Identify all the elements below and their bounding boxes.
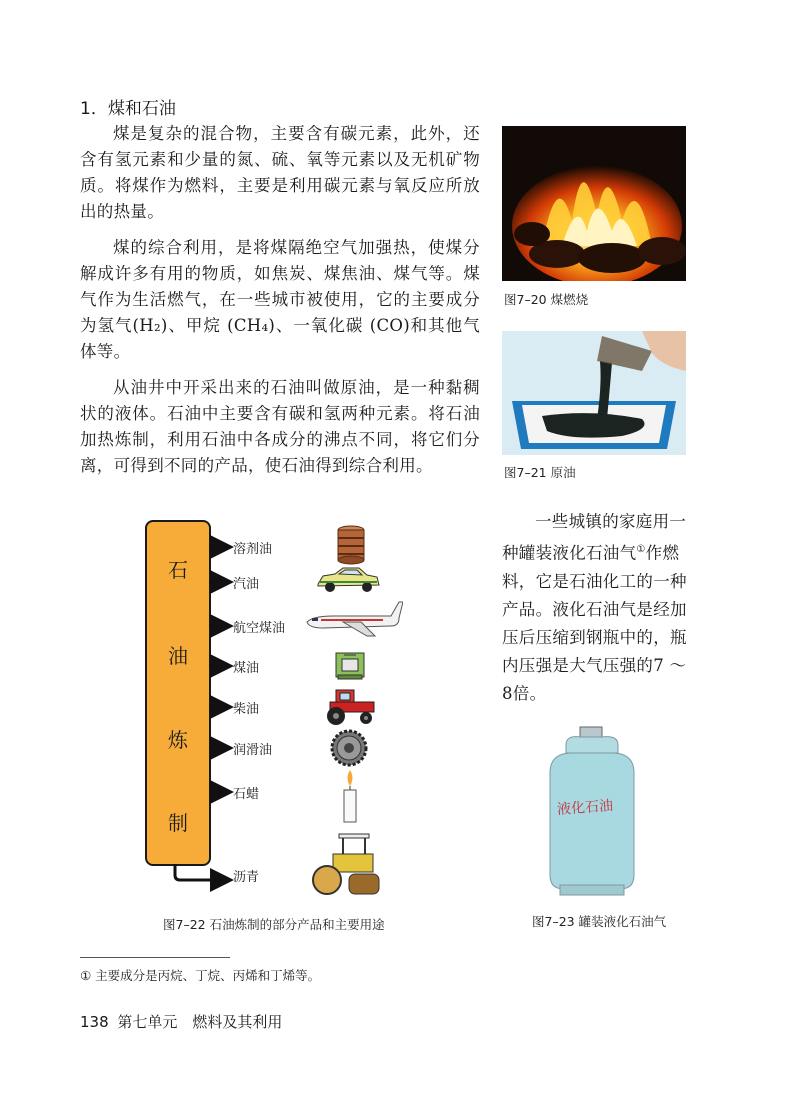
section-title: 1．煤和石油 — [80, 99, 176, 119]
gear-icon — [330, 729, 368, 767]
footnote: ① 主要成分是丙烷、丁烷、丙烯和丁烯等。 — [80, 968, 321, 983]
figure-caption: 图7–20 煤燃烧 — [504, 292, 589, 307]
figure-caption: 图7–23 罐装液化石油气 — [532, 914, 667, 929]
page-footer — [80, 1011, 282, 1032]
footnote-divider — [80, 957, 230, 958]
car-icon — [315, 566, 381, 594]
page-number: 138 — [80, 1013, 109, 1031]
product-label: 汽油 — [233, 577, 260, 592]
crude-oil-photo — [502, 331, 686, 455]
coal-fire-photo — [502, 126, 686, 281]
paragraph-coal-use — [80, 235, 480, 365]
side-text: 一些城镇的家庭用一种罐装液化石油气 — [502, 512, 687, 563]
kerosene-stove-icon — [334, 649, 366, 681]
side-paragraph-lpg — [502, 508, 692, 708]
figure-caption: 图7–22 石油炼制的部分产品和主要用途 — [163, 917, 385, 932]
product-label: 溶剂油 — [233, 542, 273, 557]
airplane-icon — [303, 598, 403, 638]
unit-title: 第七单元 燃料及其利用 — [117, 1013, 283, 1031]
product-label: 石蜡 — [233, 787, 260, 802]
product-label: 航空煤油 — [233, 621, 286, 636]
candle-icon — [340, 768, 360, 824]
paragraph-text: 煤的综合利用，是将煤隔绝空气加强热，使煤分解成许多有用的物质，如焦炭、煤焦油、煤气等。煤气作为生活燃气，在一些城市被使用，它的主要成分为氢气(H₂)、甲烷 (CH₄)、一氧化碳 (CO)和其他气体等。 — [80, 238, 480, 361]
road-roller-icon — [309, 830, 385, 898]
solvent-barrels-icon — [335, 525, 367, 565]
paragraph-oil — [80, 375, 480, 479]
paragraph-coal — [80, 121, 480, 225]
product-label: 柴油 — [233, 702, 260, 717]
paragraph-text: 从油井中开采出来的石油叫做原油，是一种黏稠状的液体。石油中主要含有碳和氢两种元素。将石油加热炼制，利用石油中各成分的沸点不同，将它们分离，可得到不同的产品，使石油得到综合利用。 — [80, 378, 480, 475]
product-label: 润滑油 — [233, 743, 273, 758]
figure-caption: 图7–21 原油 — [504, 465, 576, 480]
paragraph-text: 煤是复杂的混合物，主要含有碳元素，此外，还含有氢元素和少量的氮、硫、氧等元素以及无机矿物质。将煤作为燃料，主要是利用碳元素与氧反应所放出的热量。 — [80, 124, 480, 221]
side-text: 作燃料，它是石油化工的一种产品。液化石油气是经加压后压缩到钢瓶中的，瓶内压强是大气压强的7 ～ 8倍。 — [502, 543, 687, 703]
bar-char: 炼 — [168, 728, 188, 752]
product-label: 煤油 — [233, 661, 260, 676]
bar-char: 制 — [168, 811, 188, 835]
bar-char: 油 — [168, 644, 188, 668]
tractor-icon — [322, 684, 378, 726]
bar-char: 石 — [168, 558, 188, 582]
footnote-mark: ① — [636, 544, 646, 555]
refinery-arrows — [140, 520, 240, 900]
product-label: 沥青 — [233, 870, 260, 885]
tank-label: 液化石油 — [556, 798, 614, 818]
